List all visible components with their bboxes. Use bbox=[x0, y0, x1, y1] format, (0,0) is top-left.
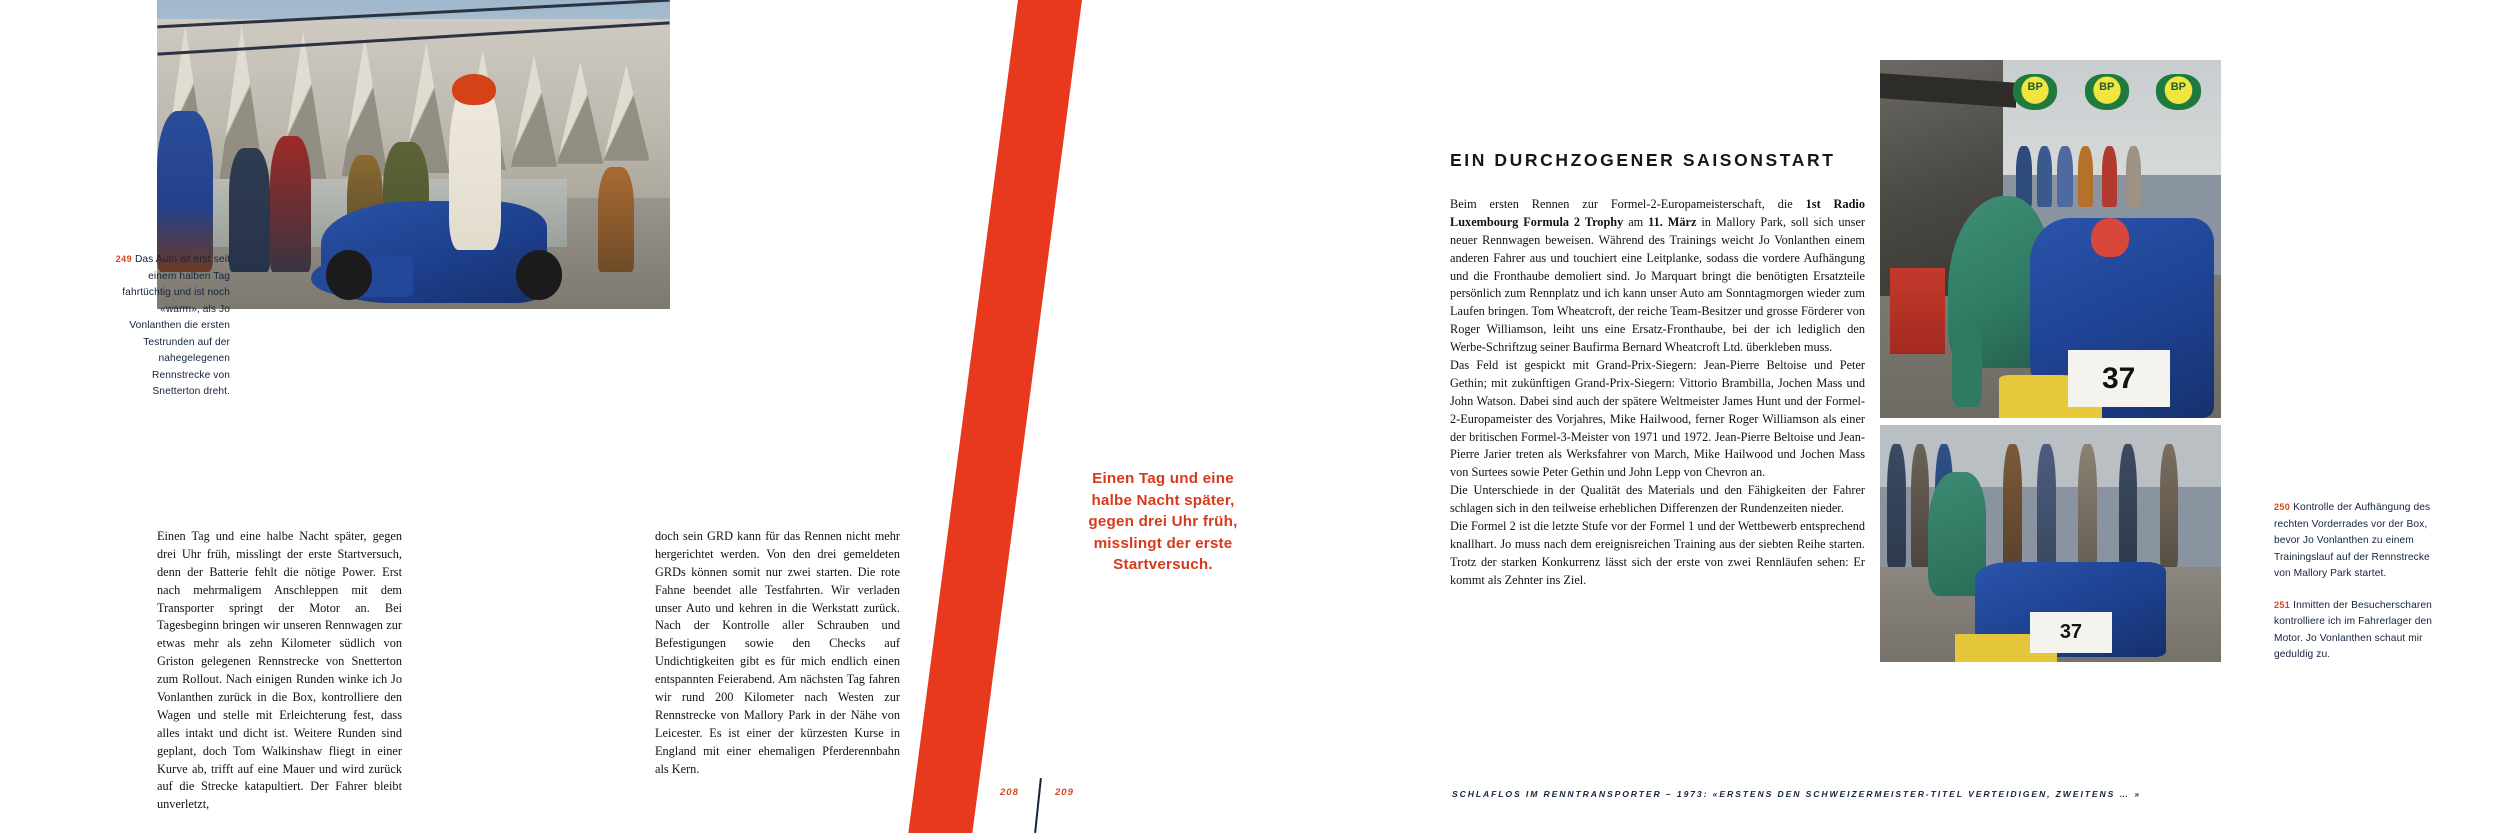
p1-post: in Mallory Park, soll sich unser neuer Rennwagen beweisen. Während des Trainings weicht Jo Vonlanthen einem anderen Fahrer aus und touchiert eine Leitplanke, sodass die vordere Aufhängung und die Fronthaube demoliert sind. Jo Marquart bringt die benötigten Ersatzteile persönlich zum Rennplatz und ich kann unser Auto am Sonntagmorgen wieder zum Laufen bringen. Tom Wheatcroft, der reiche Team-Besitzer und grosse Förderer von Roger Williamson, leiht uns eine Ersatz-Fronthaube, bei der ich lediglich den Werbe-Schriftzug seiner Baufirma Bernard Wheatcroft Ltd. überkleben muss. bbox=[1450, 214, 1866, 355]
paragraph-2: Das Feld ist gespickt mit Grand-Prix-Siegern: Jean-Pierre Beltoise und Peter Gethin; mit zukünftigen Grand-Prix-Siegern: Vittorio Brambilla, Jochen Mass und John Watson. Dabei sind auch der spätere Weltmeister James Hunt und der Formel-2-Europameister des Vorjahres, Mike Hailwood, ferner Roger Williamson als einer der britischen Formel-3-Meister von 1971 und 1972. Jean-Pierre Beltoise und Jean-Pierre Jarier treten als Werksfahrer von March, Mike Hailwood und Jochen Mass von Surtees sowie Peter Gethin und John Lepp von Chevron an. bbox=[1450, 358, 1865, 480]
caption-number: 249 bbox=[115, 254, 132, 264]
caption-text: Inmitten der Besucherscharen kontrolliere ich im Fahrerlager den Motor. Jo Vonlanthen schaut mir geduldig zu. bbox=[2274, 599, 2433, 661]
running-head: SCHLAFLOS IM RENNTRANSPORTER – 1973: «ERSTENS DEN SCHWEIZERMEISTER-TITEL VERTEIDIGEN, ZWEITENS … » bbox=[1452, 789, 2141, 799]
left-column-1: Einen Tag und eine halbe Nacht später, gegen drei Uhr früh, misslingt der erste Startversuch, denn der Batterie fehlt die nötige Power. Erst nach mehrmaligem Anschleppen mit dem Transporter springt der Motor an. Bei Tagesbeginn bringen wir unseren Rennwagen zur etwas mehr als zehn Kilometer südlich von Griston gelegenen Rennstrecke von Snetterton zum Rollout. Nach einigen Runden winke ich Jo Vonlanthen zurück in die Box, kontrolliere den Wagen und stelle mit Erleichterung fest, dass alles intakt und dicht ist. Weitere Runden sind geplant, doch Tom Walkinshaw fliegt in einer Kurve ab, trifft auf eine Mauer und wird zurück auf die Strecke katapultiert. Der Fahrer bleibt unverletzt, bbox=[157, 529, 402, 812]
paragraph-4: Die Formel 2 ist die letzte Stufe vor der Formel 1 und der Wettbewerb entsprechend knallhart. Jo muss nach dem ereignisreichen Training aus der siebten Reihe starten. Trotz der starken Konkurrenz lässt sich der erste von zwei Rennläufen sehen: Er kommt als Zehnter ins Ziel. bbox=[1450, 519, 1865, 587]
car-number: 37 bbox=[2030, 612, 2112, 652]
folio-right: 209 bbox=[1055, 787, 1074, 798]
section-heading: EIN DURCHZOGENER SAISONSTART bbox=[1450, 150, 1836, 170]
red-diagonal-band bbox=[908, 0, 1082, 833]
folio-left: 208 bbox=[1000, 787, 1019, 798]
paragraph-3: Die Unterschiede in der Qualität des Materials und den Fähigkeiten der Fahrer schlagen sich in den teilweise erheblichen Differenzen der Rundenzeiten nieder. bbox=[1450, 483, 1865, 516]
caption-251 bbox=[2274, 598, 2440, 664]
p1-mid: am bbox=[1623, 214, 1649, 229]
p1-bold-date: 11. März bbox=[1648, 214, 1697, 229]
caption-text: Das Auto ist erst seit einem halben Tag fahrtüchtig und ist noch «warm», als Jo Vonlanthen die ersten Testrunden auf der nahegelegenen Rennstrecke von Snetterton dreht. bbox=[122, 254, 230, 398]
snetterton-pitlane-photo bbox=[157, 0, 670, 309]
caption-249 bbox=[110, 252, 230, 401]
bp-logo-icon: BP bbox=[2099, 80, 2115, 93]
right-captions bbox=[2274, 500, 2440, 679]
caption-250 bbox=[2274, 500, 2440, 583]
car-number: 37 bbox=[2068, 350, 2170, 407]
caption-number: 250 bbox=[2274, 502, 2291, 512]
bp-logo-icon: BP bbox=[2027, 80, 2043, 93]
right-column bbox=[1450, 196, 1865, 590]
paddock-engine-check-photo bbox=[1880, 425, 2221, 662]
p1-pre: Beim ersten Rennen zur Formel-2-Europameisterschaft, die bbox=[1450, 197, 1806, 211]
p1-bold-event: 1st Radio Luxembourg Formula 2 Trophy bbox=[1450, 197, 1865, 229]
bp-logo-icon: BP bbox=[2170, 80, 2186, 93]
paragraph-1 bbox=[1450, 196, 1865, 357]
pull-quote: Einen Tag und eine halbe Nacht später, gegen drei Uhr früh, misslingt der erste Startversuch. bbox=[1088, 470, 1238, 574]
gutter-rule bbox=[1034, 778, 1042, 833]
caption-text: Kontrolle der Aufhängung des rechten Vorderrades vor der Box, bevor Jo Vonlanthen zu einem Trainingslauf auf der Rennstrecke von Mallory Park startet. bbox=[2274, 502, 2431, 580]
mallory-park-pit-photo bbox=[1880, 60, 2221, 418]
left-column-2: doch sein GRD kann für das Rennen nicht mehr hergerichtet werden. Von den drei gemeldeten GRDs können somit nur zwei starten. Die rote Fahne beendet alle Testfahrten. Wir verladen unser Auto und kehren in die Werkstatt zurück. Nach der Kontrolle aller Schrauben und Befestigungen sowie den Checks auf Undichtigkeiten gibt es für mich endlich einen entspannten Feierabend. Am nächsten Tag fahren wir rund 200 Kilometer nach Westen zur Rennstrecke von Mallory Park in der Nähe von Leicester. Es ist einer der kürzesten Kurse in England mit einer ehemaligen Pferderennbahn als Kern. bbox=[655, 529, 900, 776]
caption-number: 251 bbox=[2274, 599, 2291, 610]
